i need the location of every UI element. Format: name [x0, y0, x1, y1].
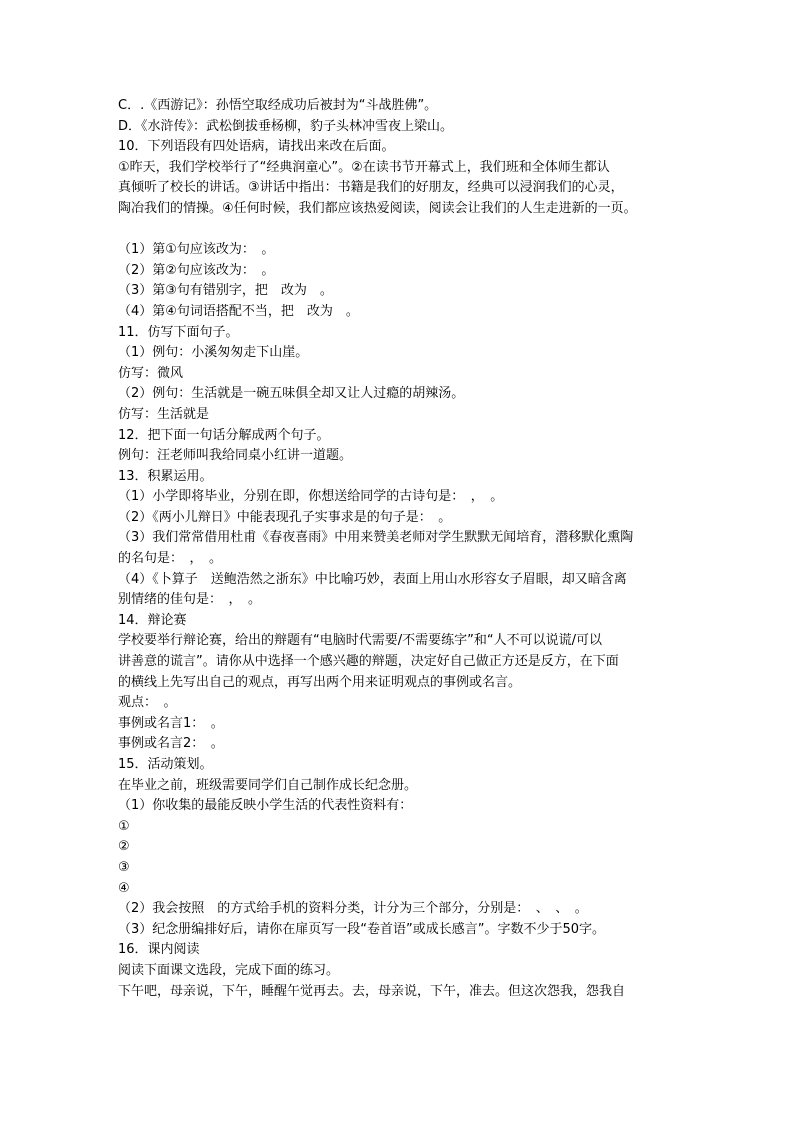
text-line: 阅读下面课文选段，完成下面的练习。: [118, 962, 340, 978]
text-line: 别情绪的佳句是： ， 。: [118, 592, 262, 608]
text-line: 的名句是： ， 。: [118, 551, 223, 567]
text-line: （2）第②句应该改为： 。: [118, 262, 275, 278]
text-line: （2）我会按照 的方式给手机的资料分类，计分为三个部分，分别是： 、 、 。: [118, 901, 588, 917]
text-line: （4）第④句词语搭配不当，把 改为 。: [118, 303, 359, 319]
text-line: （3）纪念册编排好后，请你在扉页写一段“卷首语”或成长感言”。字数不少于50字。: [118, 921, 606, 937]
text-line: 10．下列语段有四处语病，请找出来改在后面。: [118, 139, 395, 155]
text-line: 仿写：微风: [118, 365, 184, 381]
text-line: 的横线上先写出自己的观点，再写出两个用来证明观点的事例或名言。: [118, 674, 522, 690]
text-line: 例句：汪老师叫我给同桌小红讲一道题。: [118, 448, 353, 464]
text-line: （3）我们常常借用杜甫《春夜喜雨》中用来赞美老师对学生默默无闻培育，潜移默化熏陶: [118, 530, 634, 546]
text-line: D．《水浒传》：武松倒拔垂杨柳，豹子头林冲雪夜上梁山。: [118, 118, 454, 134]
text-line: 观点： 。: [118, 695, 177, 711]
text-line: 真倾听了校长的讲话。③讲话中指出：书籍是我们的好朋友，经典可以浸润我们的心灵，: [118, 180, 624, 196]
text-line: 仿写：生活就是: [118, 406, 210, 422]
text-line: 15．活动策划。: [118, 757, 213, 772]
text-line: 14．辩论赛: [118, 612, 187, 628]
text-line: （3）第③句有错别字，把 改为 。: [118, 283, 333, 299]
text-line: 下午吧，母亲说，下午，睡醒午觉再去。去，母亲说，下午，准去。但这次怨我，怨我自: [118, 983, 626, 999]
text-line: 事例或名言1： 。: [118, 715, 224, 731]
text-line: （4）《卜算子 送鲍浩然之浙东》中比喻巧妙，表面上用山水形容女子眉眼，却又暗含离: [118, 571, 627, 587]
text-line: （2）例句：生活就是一碗五味俱全却又让人过瘾的胡辣汤。: [118, 386, 465, 402]
text-line: ①: [118, 818, 130, 834]
text-line: 学校要举行辩论赛，给出的辩题有“电脑时代需要/不需要练字”和“人不可以说谎/可以: [118, 633, 602, 649]
text-line: 12．把下面一句话分解成两个句子。: [118, 427, 330, 443]
text-line: 讲善意的谎言”。请你从中选择一个感兴趣的辩题，决定好自己做正方还是反方，在下面: [118, 654, 619, 670]
text-line: （1）小学即将毕业，分别在即，你想送给同学的古诗句是： ， 。: [118, 489, 504, 505]
text-line: （1）第①句应该改为： 。: [118, 242, 275, 258]
text-line: ①昨天，我们学校举行了“经典润童心”。②在读书节开幕式上，我们班和全体师生都认: [118, 159, 610, 175]
text-line: 陶冶我们的情操。④任何时候，我们都应该热爱阅读，阅读会让我们的人生走进新的一页。: [118, 200, 637, 216]
text-line: 在毕业之前，班级需要同学们自己制作成长纪念册。: [118, 777, 418, 793]
text-line: （2）《两小儿辩日》中能表现孔子实事求是的句子是： 。: [118, 509, 452, 525]
text-line: 11．仿写下面句子。: [118, 324, 239, 340]
text-line: ④: [118, 880, 130, 896]
text-line: C．.《西游记》：孙悟空取经成功后被封为“斗战胜佛”。: [118, 98, 438, 113]
text-line: ③: [118, 859, 130, 875]
text-line: 13．积累运用。: [118, 468, 213, 484]
text-line: （1）你收集的最能反映小学生活的代表性资料有：: [118, 798, 413, 814]
text-line: 16．课内阅读: [118, 942, 200, 958]
text-line: （1）例句：小溪匆匆走下山崖。: [118, 345, 309, 361]
document-page: [118, 96, 684, 1002]
blank-line: [118, 220, 684, 241]
text-line: ②: [118, 839, 130, 855]
text-line: 事例或名言2： 。: [118, 736, 224, 752]
